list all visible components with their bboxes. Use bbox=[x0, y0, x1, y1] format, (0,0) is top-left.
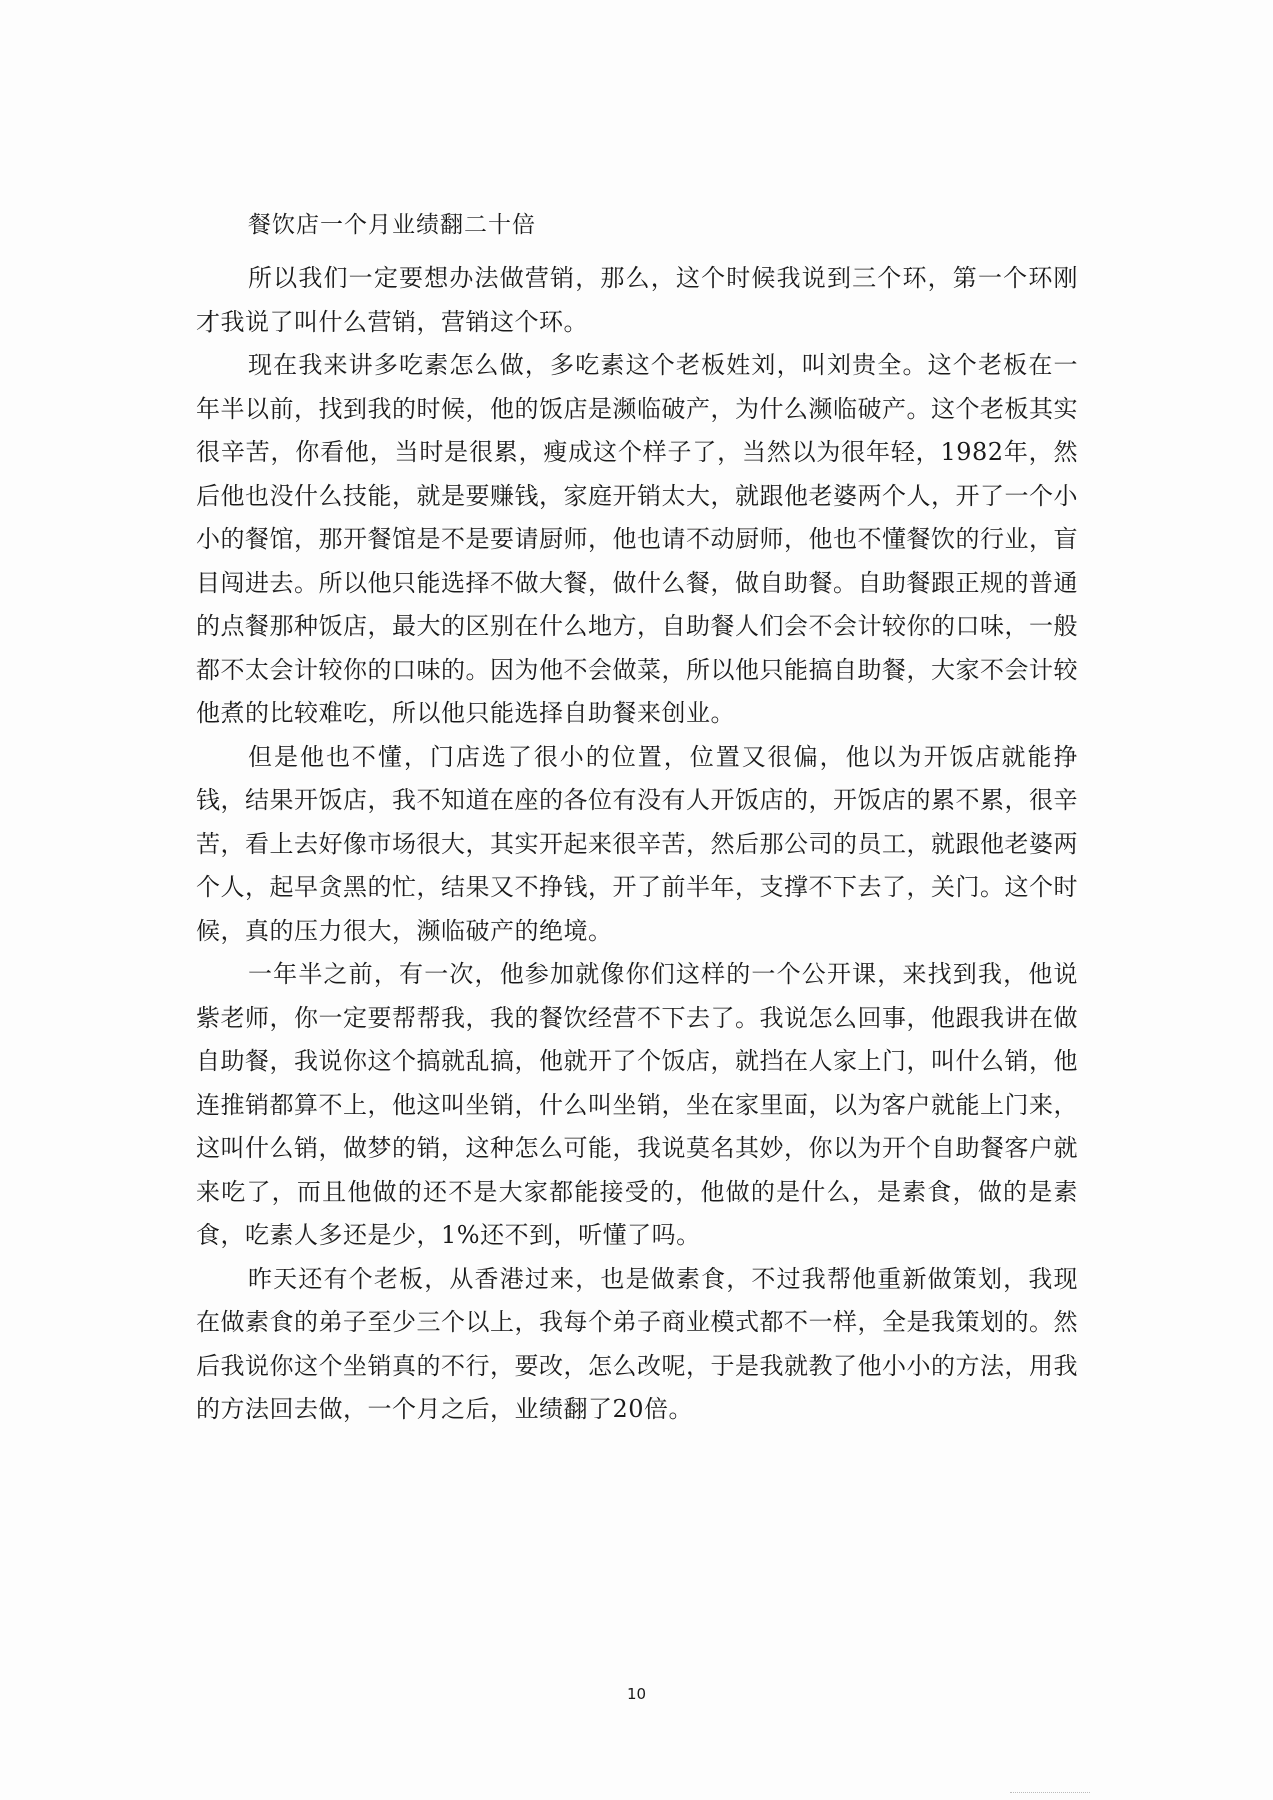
paragraph-5: 昨天还有个老板，从香港过来，也是做素食，不过我帮他重新做策划，我现在做素食的弟子至少三个以上，我每个弟子商业模式都不一样，全是我策划的。然后我说你这个坐销真的不行，要改，怎么改呢，于是我就教了他小小的方法，用我的方法回去做，一个月之后，业绩翻了20倍。 bbox=[196, 1264, 1078, 1423]
paragraph-2: 现在我来讲多吃素怎么做，多吃素这个老板姓刘，叫刘贵全。这个老板在一年半以前，找到我的时候，他的饭店是濒临破产，为什么濒临破产。这个老板其实很辛苦，你看他，当时是很累，瘦成这个样子了，当然以为很年轻，1982年，然后他也没什么技能，就是要赚钱，家庭开销太大，就跟他老婆两个人，开了一个小小的餐馆，那开餐馆是不是要请厨师，他也请不动厨师，他也不懂餐饮的行业，盲目闯进去。所以他只能选择不做大餐，做什么餐，做自助餐。自助餐跟正规的普通的点餐那种饭店，最大的区别在什么地方，自助餐人们会不会计较你的口味，一般都不太会计较你的口味的。因为他不会做菜，所以他只能搞自助餐，大家不会计较他煮的比较难吃，所以他只能选择自助餐来创业。 bbox=[196, 351, 1078, 727]
scan-specks bbox=[1010, 1792, 1090, 1795]
paragraph-3: 但是他也不懂，门店选了很小的位置，位置又很偏，他以为开饭店就能挣钱，结果开饭店，我不知道在座的各位有没有人开饭店的，开饭店的累不累，很辛苦，看上去好像市场很大，其实开起来很辛苦，然后那公司的员工，就跟他老婆两个人，起早贪黑的忙，结果又不挣钱，开了前半年，支撑不下去了，关门。这个时候，真的压力很大，濒临破产的绝境。 bbox=[196, 742, 1078, 945]
section-heading: 餐饮店一个月业绩翻二十倍 bbox=[248, 212, 536, 238]
paragraph-1: 所以我们一定要想办法做营销，那么，这个时候我说到三个环，第一个环刚才我说了叫什么营销，营销这个环。 bbox=[196, 264, 1078, 336]
page-number: 10 bbox=[626, 1685, 647, 1703]
document-body bbox=[196, 205, 1078, 1432]
paragraph-4: 一年半之前，有一次，他参加就像你们这样的一个公开课，来找到我，他说紫老师，你一定要帮帮我，我的餐饮经营不下去了。我说怎么回事，他跟我讲在做自助餐，我说你这个搞就乱搞，他就开了个饭店，就挡在人家上门，叫什么销，他连推销都算不上，他这叫坐销，什么叫坐销，坐在家里面，以为客户就能上门来，这叫什么销，做梦的销，这种怎么可能，我说莫名其妙，你以为开个自助餐客户就来吃了，而且他做的还不是大家都能接受的，他做的是什么，是素食，做的是素食，吃素人多还是少，1%还不到，听懂了吗。 bbox=[196, 960, 1078, 1249]
